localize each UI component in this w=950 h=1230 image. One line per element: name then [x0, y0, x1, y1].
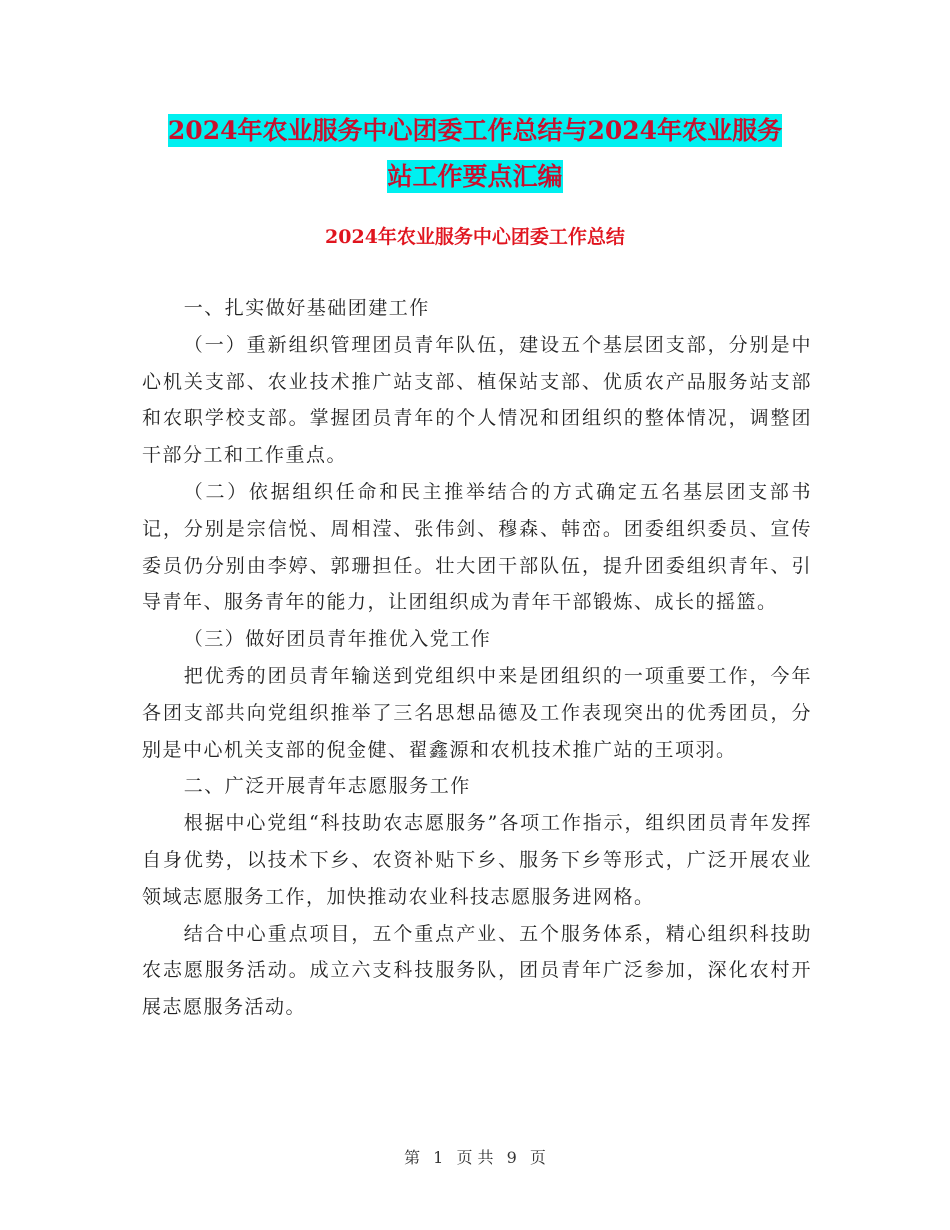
footer-mid: 页 共	[456, 1148, 494, 1167]
paragraph: （一）重新组织管理团员青年队伍，建设五个基层团支部，分别是中心机关支部、农业技术推广站支部、植保站支部、优质农产品服务站支部和农职学校支部。掌握团员青年的个人情况和团组织的整体情况，调整团干部分工和工作重点。	[142, 333, 812, 467]
footer-prefix: 第	[404, 1148, 421, 1167]
page-footer	[0, 1146, 950, 1170]
footer-suffix: 页	[529, 1148, 546, 1167]
paragraph-heading-1: 一、扎实做好基础团建工作	[183, 297, 430, 319]
paragraph: 结合中心重点项目，五个重点产业、五个服务体系，精心组织科技助农志愿服务活动。成立六支科技服务队，团员青年广泛参加，深化农村开展志愿服务活动。	[142, 922, 812, 1019]
section-title: 2024年农业服务中心团委工作总结	[325, 226, 625, 248]
paragraph: （二）依据组织任命和民主推举结合的方式确定五名基层团支部书记，分别是宗信悦、周相滢、张伟剑、穆森、韩峦。团委组织委员、宣传委员仍分别由李婷、郭珊担任。壮大团干部队伍，提升团委组织青年、引导青年、服务青年的能力，让团组织成为青年干部锻炼、成长的摇篮。	[142, 480, 812, 614]
paragraph-heading-2: 二、广泛开展青年志愿服务工作	[183, 775, 471, 798]
paragraph: 把优秀的团员青年输送到党组织中来是团组织的一项重要工作，今年各团支部共向党组织推举了三名思想品德及工作表现突出的优秀团员，分别是中心机关支部的倪金健、翟鑫源和农机技术推广站的王项羽。	[142, 664, 812, 761]
document-title-line2: 站工作要点汇编	[387, 162, 563, 191]
document-title	[0, 108, 950, 200]
document-body	[142, 290, 812, 1026]
paragraph: 根据中心党组“科技助农志愿服务”各项工作指示，组织团员青年发挥自身优势，以技术下乡、农资补贴下乡、服务下乡等形式，广泛开展农业领域志愿服务工作，加快推动农业科技志愿服务进网格。	[142, 812, 812, 908]
paragraph-subheading: （三）做好团员青年推优入党工作	[183, 628, 492, 651]
document-title-line1: 2024年农业服务中心团委工作总结与2024年农业服务	[167, 116, 783, 145]
footer-current-page: 1	[433, 1148, 444, 1167]
footer-total-pages: 9	[506, 1148, 517, 1167]
